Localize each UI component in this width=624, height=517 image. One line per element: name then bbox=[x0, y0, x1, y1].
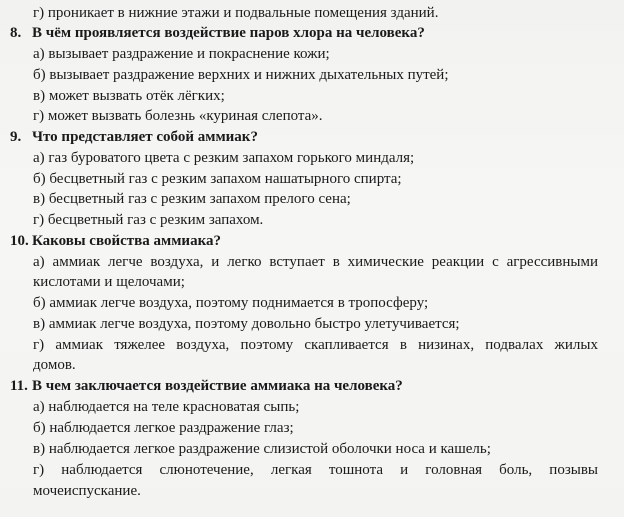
question-11-text: В чем заключается воздействие аммиака на человека? bbox=[32, 378, 403, 394]
answer-8a: а) вызывает раздражение и покраснение кожи; bbox=[33, 46, 330, 62]
answer-10b: б) аммиак легче воздуха, поэтому поднимается в тропосферу; bbox=[33, 295, 429, 311]
question-11-number: 11. bbox=[10, 378, 28, 394]
answer-8b: б) вызывает раздражение верхних и нижних дыхательных путей; bbox=[33, 67, 449, 83]
answer-9v: в) бесцветный газ с резким запахом прелого сена; bbox=[33, 191, 351, 207]
question-11 bbox=[10, 377, 403, 395]
answer-11a: а) наблюдается на теле красноватая сыпь; bbox=[33, 399, 300, 415]
answer-9a: а) газ буроватого цвета с резким запахом горького миндаля; bbox=[33, 150, 415, 166]
question-10-number: 10. bbox=[10, 233, 29, 249]
answer-9g: г) бесцветный газ с резким запахом. bbox=[33, 212, 264, 228]
question-8 bbox=[10, 24, 425, 42]
answer-11g-line2: мочеиспускание. bbox=[33, 483, 141, 499]
question-9 bbox=[10, 128, 258, 146]
answer-10g-line2: домов. bbox=[33, 357, 76, 373]
question-8-text: В чём проявляется воздействие паров хлора на человека? bbox=[32, 25, 425, 41]
answer-8v: в) может вызвать отёк лёгких; bbox=[33, 88, 225, 104]
answer-8g: г) может вызвать болезнь «куриная слепота». bbox=[33, 108, 323, 124]
answer-10g-line1: г) аммиак тяжелее воздуха, поэтому скапливается в низинах, подвалах жилых bbox=[33, 337, 598, 353]
answer-11b: б) наблюдается легкое раздражение глаз; bbox=[33, 420, 294, 436]
question-9-text: Что представляет собой аммиак? bbox=[32, 129, 258, 145]
answer-11v: в) наблюдается легкое раздражение слизистой оболочки носа и кашель; bbox=[33, 441, 491, 457]
question-9-number: 9. bbox=[10, 129, 22, 145]
question-10 bbox=[10, 232, 221, 250]
answer-10v: в) аммиак легче воздуха, поэтому довольно быстро улетучивается; bbox=[33, 316, 460, 332]
answer-10a-line1: а) аммиак легче воздуха, и легко вступает в химические реакции с агрессивными bbox=[33, 254, 598, 270]
question-10-text: Каковы свойства аммиака? bbox=[32, 233, 221, 249]
answer-11g-line1: г) наблюдается слюнотечение, легкая тошнота и головная боль, позывы bbox=[33, 462, 598, 478]
answer-7g: г) проникает в нижние этажи и подвальные помещения зданий. bbox=[33, 5, 439, 21]
answer-9b: б) бесцветный газ с резким запахом нашатырного спирта; bbox=[33, 171, 402, 187]
question-8-number: 8. bbox=[10, 25, 22, 41]
answer-10a-line2: кислотами и щелочами; bbox=[33, 274, 185, 290]
